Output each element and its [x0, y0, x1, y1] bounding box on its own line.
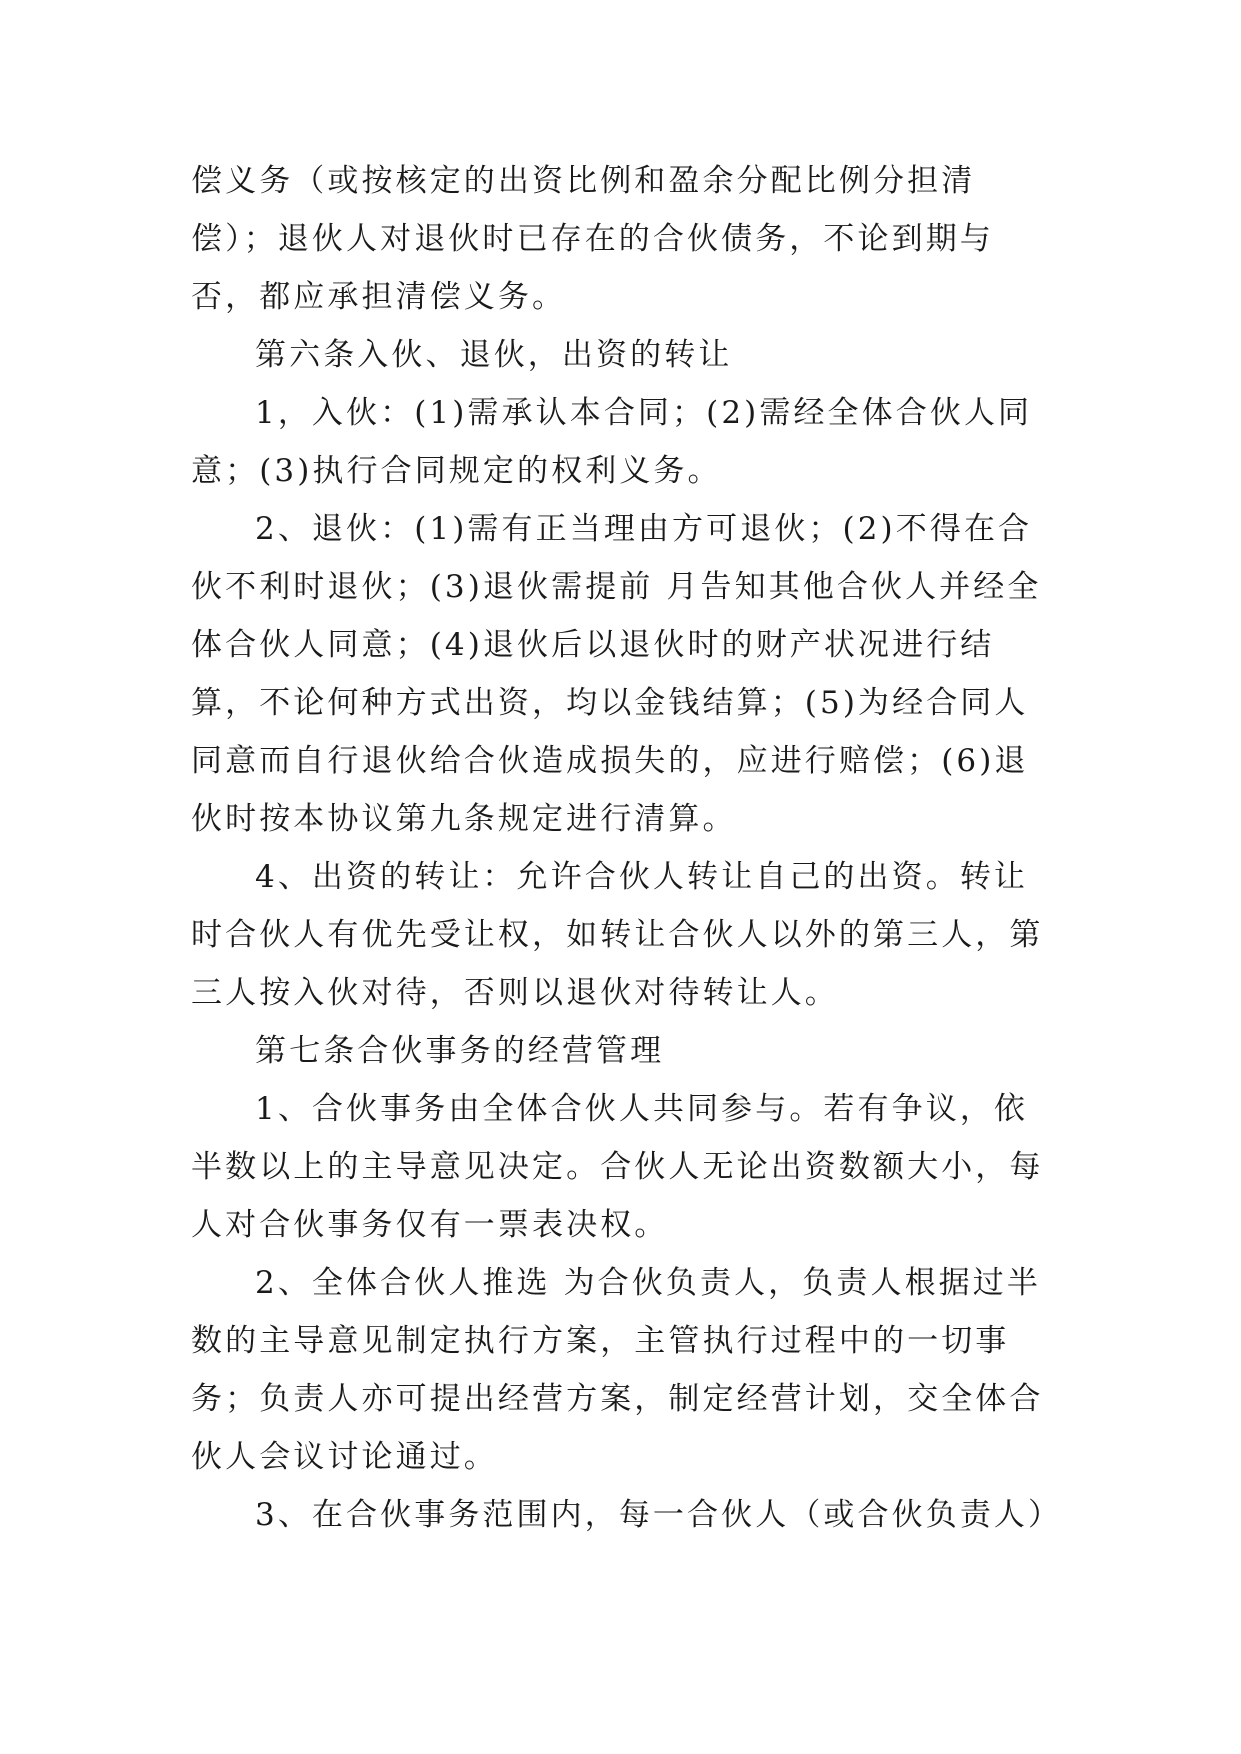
- document-body: [191, 152, 1061, 1544]
- article-6-clause-4: 4、出资的转让：允许合伙人转让自己的出资。转让时合伙人有优先受让权，如转让合伙人以外的第三人，第三人按入伙对待，否则以退伙对待转让人。: [191, 859, 1044, 1011]
- article-7-clause-3: 3、在合伙事务范围内，每一合伙人（或合伙负责人）: [255, 1497, 1063, 1533]
- paragraph-continuation: 偿义务（或按核定的出资比例和盈余分配比例分担清偿）；退伙人对退伙时已存在的合伙债务，不论到期与否，都应承担清偿义务。: [191, 163, 994, 315]
- article-7-clause-2: 2、全体合伙人推选 为合伙负责人，负责人根据过半数的主导意见制定执行方案，主管执行过程中的一切事务；负责人亦可提出经营方案，制定经营计划，交全体合伙人会议讨论通过。: [191, 1265, 1044, 1475]
- article-7-heading: 第七条合伙事务的经营管理: [255, 1033, 665, 1069]
- article-6-clause-2: 2、退伙：(1)需有正当理由方可退伙；(2)不得在合伙不利时退伙；(3)退伙需提前 月告知其他合伙人并经全体合伙人同意；(4)退伙后以退伙时的财产状况进行结算，不论何种方式出资，均以金钱结算；(5)为经合同人同意而自行退伙给合伙造成损失的，应进行赔偿；(6)退伙时按本协议第九条规定进行清算。: [191, 511, 1042, 837]
- article-7-clause-1: 1、合伙事务由全体合伙人共同参与。若有争议，依半数以上的主导意见决定。合伙人无论出资数额大小，每人对合伙事务仅有一票表决权。: [191, 1091, 1044, 1243]
- article-6-clause-1: 1，入伙：(1)需承认本合同；(2)需经全体合伙人同意；(3)执行合同规定的权利义务。: [191, 395, 1033, 489]
- article-6-heading: 第六条入伙、退伙，出资的转让: [255, 337, 733, 373]
